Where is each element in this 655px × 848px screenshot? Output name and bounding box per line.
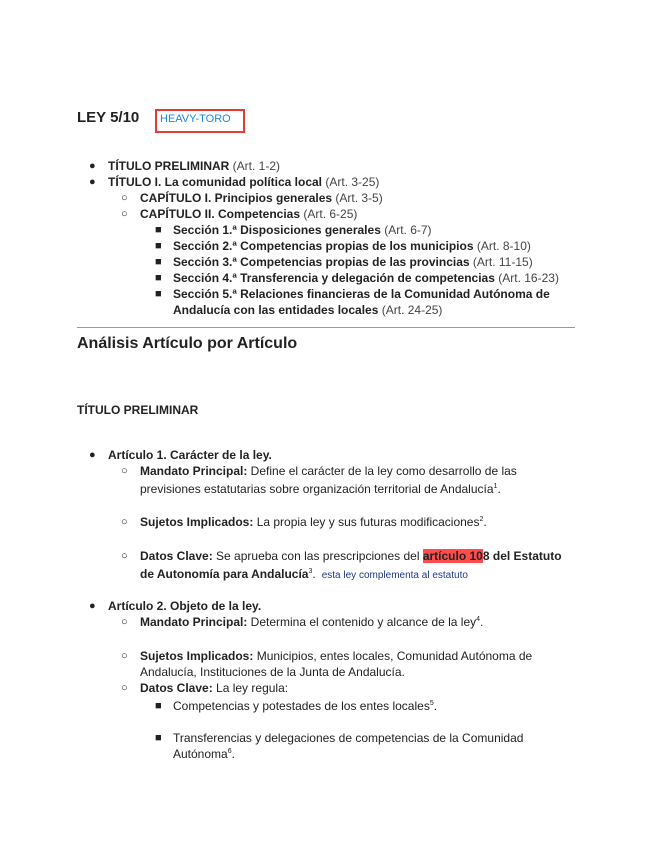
art2-datos bbox=[140, 680, 288, 696]
bullet-circle: ○ bbox=[121, 682, 128, 694]
bullet-circle: ○ bbox=[121, 208, 128, 220]
art1-mandato bbox=[140, 463, 517, 479]
field-text: Autónoma bbox=[173, 747, 228, 761]
index-bold: Sección 1.ª Disposiciones generales bbox=[173, 223, 381, 237]
art2-item-2 bbox=[173, 730, 523, 746]
art1-datos bbox=[140, 548, 562, 564]
index-bold: Sección 2.ª Competencias propias de los municipios bbox=[173, 239, 474, 253]
index-bold: TÍTULO PRELIMINAR bbox=[108, 159, 230, 173]
index-item-continued bbox=[173, 302, 442, 318]
bullet-dot: ● bbox=[89, 176, 96, 188]
index-item bbox=[108, 158, 280, 174]
bullet-square: ■ bbox=[155, 288, 162, 300]
index-item bbox=[173, 238, 531, 254]
field-text: Competencias y potestades de los entes locales bbox=[173, 699, 430, 713]
index-bold: CAPÍTULO II. Competencias bbox=[140, 207, 301, 221]
index-bold: TÍTULO I. La comunidad política local bbox=[108, 175, 323, 189]
index-item bbox=[173, 286, 550, 302]
bullet-dot: ● bbox=[89, 449, 96, 461]
art2-item-2-continued: Autónoma$^6$. bbox=[173, 747, 235, 761]
footnote-ref[interactable]: 6 bbox=[227, 748, 232, 755]
art1-sujetos: Sujetos Implicados: La propia ley y sus futuras modificaciones$^2$. bbox=[140, 515, 487, 529]
field-label: Datos Clave: bbox=[140, 681, 213, 695]
footnote-ref[interactable]: 4 bbox=[476, 616, 481, 623]
bullet-square: ■ bbox=[155, 700, 162, 712]
index-range: (Art. 16-23) bbox=[494, 271, 559, 285]
bullet-dot: ● bbox=[89, 160, 96, 172]
index-range: (Art. 1-2) bbox=[229, 159, 280, 173]
art2-mandato: Mandato Principal: Determina el contenido y alcance de la ley$^4$. bbox=[140, 615, 484, 629]
index-bold: CAPÍTULO I. Principios generales bbox=[140, 191, 333, 205]
bullet-square: ■ bbox=[155, 224, 162, 236]
index-range: (Art. 8-10) bbox=[473, 239, 531, 253]
bullet-square: ■ bbox=[155, 256, 162, 268]
index-range: (Art. 3-25) bbox=[322, 175, 380, 189]
article-1-title: Artículo 1. Carácter de la ley. bbox=[108, 448, 272, 462]
field-text: previsiones estatutarias sobre organización territorial de Andalucía bbox=[140, 482, 494, 496]
art1-mandato-continued: previsiones estatutarias sobre organización territorial de Andalucía$^1$. bbox=[140, 482, 501, 496]
bullet-square: ■ bbox=[155, 732, 162, 744]
art2-sujetos bbox=[140, 648, 532, 664]
analysis-heading: Análisis Artículo por Artículo bbox=[77, 335, 298, 352]
field-text: Municipios, entes locales, Comunidad Autónoma de bbox=[253, 649, 533, 663]
index-item bbox=[173, 254, 533, 270]
bullet-circle: ○ bbox=[121, 465, 128, 477]
document-title: LEY 5/10 bbox=[77, 109, 140, 126]
footnote-ref[interactable]: 2 bbox=[479, 516, 484, 523]
index-bold: Sección 5.ª Relaciones financieras de la Comunidad Autónoma de bbox=[173, 287, 550, 301]
index-item bbox=[108, 174, 379, 190]
field-label: Datos Clave: bbox=[140, 549, 213, 563]
field-label: Sujetos Implicados: bbox=[140, 515, 254, 529]
index-range: (Art. 3-5) bbox=[332, 191, 383, 205]
art2-sujetos-continued bbox=[140, 664, 405, 680]
field-text: Transferencias y delegaciones de competencias de la Comunidad bbox=[173, 731, 524, 745]
bullet-dot: ● bbox=[89, 600, 96, 612]
bullet-circle: ○ bbox=[121, 616, 128, 628]
tag-label: HEAVY-TORO bbox=[160, 113, 231, 125]
section-heading: TÍTULO PRELIMINAR bbox=[77, 403, 199, 417]
footnote-ref[interactable]: 5 bbox=[429, 700, 434, 707]
bullet-square: ■ bbox=[155, 272, 162, 284]
highlighted-text: artículo 10 bbox=[422, 549, 483, 563]
bullet-circle: ○ bbox=[121, 192, 128, 204]
bullet-circle: ○ bbox=[121, 650, 128, 662]
index-range: (Art. 11-15) bbox=[469, 255, 533, 269]
index-item bbox=[140, 190, 383, 206]
field-label: Sujetos Implicados: bbox=[140, 649, 254, 663]
bullet-circle: ○ bbox=[121, 550, 128, 562]
index-item bbox=[173, 222, 432, 238]
index-bold: Sección 3.ª Competencias propias de las provincias bbox=[173, 255, 470, 269]
bullet-circle: ○ bbox=[121, 516, 128, 528]
index-bold: Sección 4.ª Transferencia y delegación de competencias bbox=[173, 271, 495, 285]
index-range: (Art. 24-25) bbox=[378, 303, 443, 317]
article-2-title: Artículo 2. Objeto de la ley. bbox=[108, 599, 262, 613]
field-bold: 8 del Estatuto bbox=[482, 549, 562, 563]
field-label: Mandato Principal: bbox=[140, 615, 248, 629]
divider bbox=[77, 327, 575, 328]
field-label: Mandato Principal: bbox=[140, 464, 248, 478]
art1-datos-continued: de Autonomía para Andalucía$^3$. esta ley complementa al estatuto bbox=[140, 567, 468, 581]
footnote-ref[interactable]: 3 bbox=[308, 568, 313, 575]
field-text: Define el carácter de la ley como desarrollo de las bbox=[247, 464, 517, 478]
index-item bbox=[173, 270, 559, 286]
art2-item-1: Competencias y potestades de los entes locales$^5$. bbox=[173, 699, 438, 713]
bullet-square: ■ bbox=[155, 240, 162, 252]
index-item bbox=[140, 206, 357, 222]
field-text: La ley regula: bbox=[212, 681, 289, 695]
field-text: La propia ley y sus futuras modificaciones bbox=[253, 515, 480, 529]
field-bold: de Autonomía para Andalucía bbox=[140, 567, 309, 581]
footnote-ref[interactable]: 1 bbox=[493, 483, 498, 490]
comment-note: esta ley complementa al estatuto bbox=[321, 570, 468, 581]
field-text: Andalucía, Instituciones de la Junta de Andalucía. bbox=[140, 665, 405, 679]
index-range: (Art. 6-7) bbox=[380, 223, 432, 237]
index-range: (Art. 6-25) bbox=[300, 207, 358, 221]
field-text: Se aprueba con las prescripciones del bbox=[212, 549, 423, 563]
index-bold: Andalucía con las entidades locales bbox=[173, 303, 379, 317]
field-text: Determina el contenido y alcance de la ley bbox=[247, 615, 477, 629]
